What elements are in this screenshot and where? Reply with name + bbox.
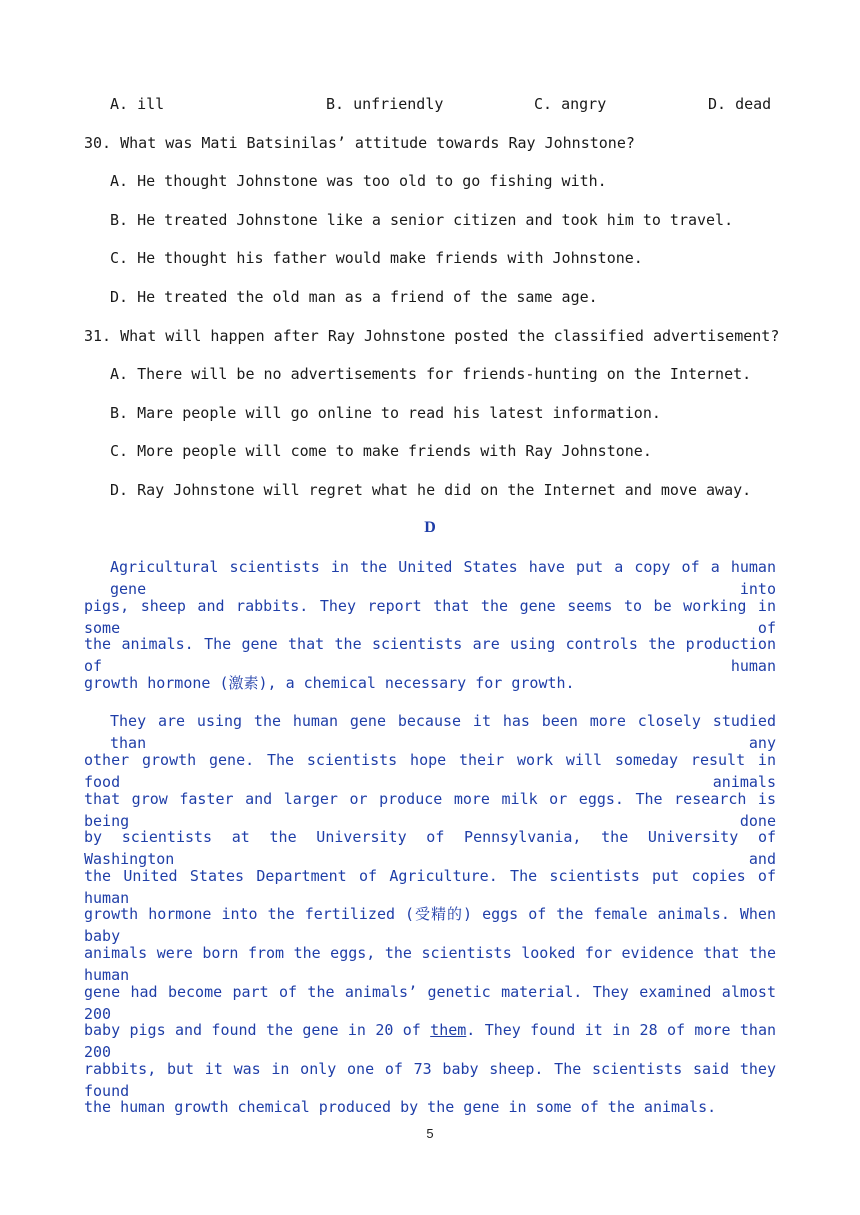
line-text-after: . They found it in 28 of more than 200	[84, 1021, 777, 1061]
passage-d-p2-line: growth hormone into the fertilized (受精的) eggs of the female animals. When baby	[84, 905, 776, 945]
passage-d-p2-line: They are using the human gene because it has been more closely studied than any	[110, 712, 776, 752]
q30-option-c: C. He thought his father would make friends with Johnstone.	[110, 249, 643, 267]
passage-d-p1-line: growth hormone (激素), a chemical necessary for growth.	[84, 674, 575, 692]
q30-option-a: A. He thought Johnstone was too old to go fishing with.	[110, 172, 607, 190]
passage-d-p2-line: the human growth chemical produced by the gene in some of the animals.	[84, 1098, 717, 1116]
underlined-word-them: them	[430, 1021, 467, 1039]
q29-option-c: C. angry	[534, 95, 607, 113]
q31-option-a: A. There will be no advertisements for friends-hunting on the Internet.	[110, 365, 752, 383]
q29-option-d: D. dead	[708, 95, 772, 113]
section-heading-d: D	[424, 519, 436, 536]
q31-option-b: B. Mare people will go online to read his latest information.	[110, 404, 661, 422]
passage-d-p2-line: other growth gene. The scientists hope their work will someday result in food animals	[84, 751, 776, 791]
passage-d-p2-line: animals were born from the eggs, the scientists looked for evidence that the human	[84, 944, 776, 984]
q30-option-d: D. He treated the old man as a friend of the same age.	[110, 288, 598, 306]
line-text-before: baby pigs and found the gene in 20 of	[84, 1021, 431, 1039]
page-number: 5	[426, 1126, 434, 1141]
passage-d-p2-line	[84, 1019, 777, 1061]
q29-options	[110, 93, 776, 115]
q30-question: 30. What was Mati Batsinilas’ attitude towards Ray Johnstone?	[84, 134, 635, 152]
q31-option-d: D. Ray Johnstone will regret what he did on the Internet and move away.	[110, 481, 752, 499]
q29-option-a: A. ill	[110, 95, 165, 113]
q30-option-b: B. He treated Johnstone like a senior citizen and took him to travel.	[110, 211, 734, 229]
passage-d-p1-line: pigs, sheep and rabbits. They report that the gene seems to be working in some of	[84, 597, 776, 637]
passage-d-p1-line: Agricultural scientists in the United States have put a copy of a human gene into	[110, 558, 776, 598]
passage-d-p2-line: by scientists at the University of Pennsylvania, the University of Washington and	[84, 828, 776, 868]
passage-d-p2-line: the United States Department of Agriculture. The scientists put copies of human	[84, 867, 776, 907]
passage-d-p2-line: rabbits, but it was in only one of 73 baby sheep. The scientists said they found	[84, 1060, 776, 1100]
passage-d-p1-line: the animals. The gene that the scientists are using controls the production of human	[84, 635, 776, 675]
q31-option-c: C. More people will come to make friends with Ray Johnstone.	[110, 442, 652, 460]
passage-d-p2-line: gene had become part of the animals’ genetic material. They examined almost 200	[84, 983, 776, 1023]
passage-d-p2-line: that grow faster and larger or produce more milk or eggs. The research is being done	[84, 790, 776, 830]
q31-question: 31. What will happen after Ray Johnstone posted the classified advertisement?	[84, 327, 780, 345]
q29-option-b: B. unfriendly	[326, 95, 444, 113]
